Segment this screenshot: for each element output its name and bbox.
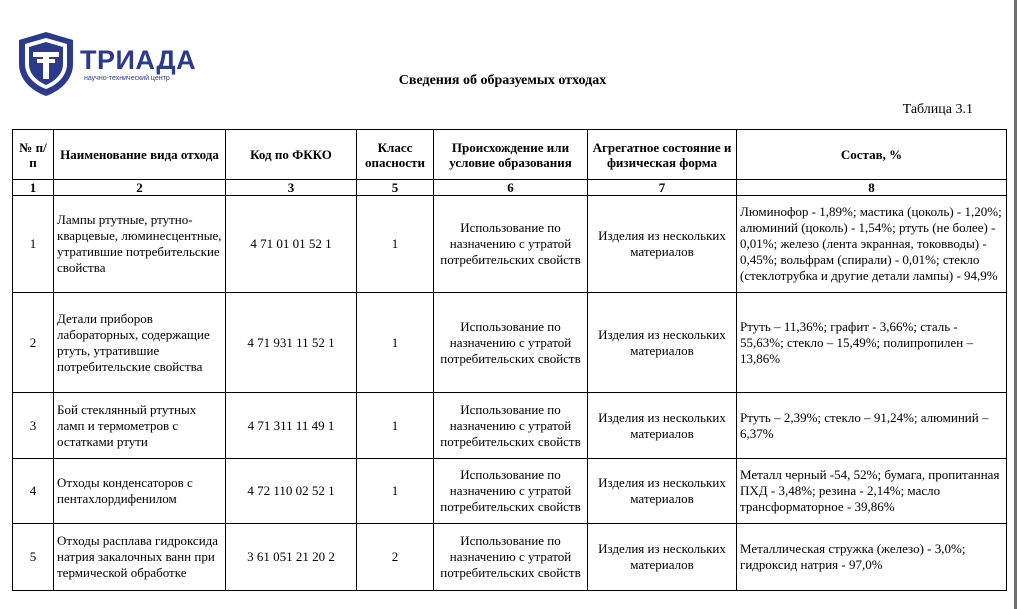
column-number: 3 bbox=[226, 180, 357, 196]
header-state: Агрегатное состояние и физическая форма bbox=[588, 130, 737, 180]
hazard-class: 1 bbox=[357, 393, 434, 459]
composition: Ртуть – 2,39%; стекло – 91,24%; алюминий – 6,37% bbox=[737, 393, 1007, 459]
origin: Использование по назначению с утратой потребительских свойств bbox=[434, 459, 588, 524]
header-class: Класс опасности bbox=[357, 130, 434, 180]
header-code: Код по ФККО bbox=[226, 130, 357, 180]
hazard-class: 1 bbox=[357, 459, 434, 524]
row-num: 3 bbox=[13, 393, 54, 459]
composition: Металл черный -54, 52%; бумага, пропитанная ПХД - 3,48%; резина - 2,14%; масло трансформаторное - 39,86% bbox=[737, 459, 1007, 524]
table-row bbox=[13, 393, 1007, 459]
column-number: 1 bbox=[13, 180, 54, 196]
column-number: 2 bbox=[54, 180, 226, 196]
physical-state: Изделия из нескольких материалов bbox=[588, 196, 737, 293]
table-caption: Таблица 3.1 bbox=[902, 102, 973, 117]
origin: Использование по назначению с утратой потребительских свойств bbox=[434, 196, 588, 293]
header-name: Наименование вида отхода bbox=[54, 130, 226, 180]
origin: Использование по назначению с утратой потребительских свойств bbox=[434, 293, 588, 393]
row-num: 2 bbox=[13, 293, 54, 393]
origin: Использование по назначению с утратой потребительских свойств bbox=[434, 524, 588, 591]
logo-subtitle: научно-технический центр bbox=[84, 75, 170, 82]
hazard-class: 1 bbox=[357, 293, 434, 393]
document-title: Сведения об образуемых отходах bbox=[398, 73, 607, 88]
fkko-code: 3 61 051 21 20 2 bbox=[226, 524, 357, 591]
waste-name: Отходы конденсаторов с пентахлордифенилом bbox=[54, 459, 226, 524]
table-row bbox=[13, 293, 1007, 393]
table-row bbox=[13, 459, 1007, 524]
waste-name: Детали приборов лабораторных, содержащие ртуть, утратившие потребительские свойства bbox=[54, 293, 226, 393]
header-num: № п/п bbox=[13, 130, 54, 180]
table-row bbox=[13, 196, 1007, 293]
physical-state: Изделия из нескольких материалов bbox=[588, 393, 737, 459]
composition: Металлическая стружка (железо) - 3,0%; гидроксид натрия - 97,0% bbox=[737, 524, 1007, 591]
logo-name: ТРИАДА bbox=[80, 45, 197, 75]
table-header-row bbox=[13, 130, 1007, 180]
fkko-code: 4 71 931 11 52 1 bbox=[226, 293, 357, 393]
header-origin: Происхождение или условие образования bbox=[434, 130, 588, 180]
fkko-code: 4 71 311 11 49 1 bbox=[226, 393, 357, 459]
hazard-class: 2 bbox=[357, 524, 434, 591]
row-num: 5 bbox=[13, 524, 54, 591]
header-composition: Состав, % bbox=[737, 130, 1007, 180]
column-number: 5 bbox=[357, 180, 434, 196]
column-number: 8 bbox=[737, 180, 1007, 196]
physical-state: Изделия из нескольких материалов bbox=[588, 293, 737, 393]
column-number: 6 bbox=[434, 180, 588, 196]
fkko-code: 4 71 01 01 52 1 bbox=[226, 196, 357, 293]
row-num: 1 bbox=[13, 196, 54, 293]
column-number-row bbox=[13, 180, 1007, 196]
composition: Ртуть – 11,36%; графит - 3,66%; сталь - 55,63%; стекло – 15,49%; полипропилен – 13,86% bbox=[737, 293, 1007, 393]
fkko-code: 4 72 110 02 52 1 bbox=[226, 459, 357, 524]
physical-state: Изделия из нескольких материалов bbox=[588, 524, 737, 591]
composition: Люминофор - 1,89%; мастика (цоколь) - 1,20%; алюминий (цоколь) - 1,54%; ртуть (не более) - 0,01%; железо (лента экранная, токовводы) - 0,45%; вольфрам (спирали) - 0,01%; стекло (стеклотрубка и другие детали лампы) - 94,9% bbox=[737, 196, 1007, 293]
hazard-class: 1 bbox=[357, 196, 434, 293]
table-row bbox=[13, 524, 1007, 591]
column-number: 7 bbox=[588, 180, 737, 196]
physical-state: Изделия из нескольких материалов bbox=[588, 459, 737, 524]
waste-table bbox=[12, 129, 1007, 591]
waste-name: Бой стеклянный ртутных ламп и термометров с остатками ртути bbox=[54, 393, 226, 459]
origin: Использование по назначению с утратой потребительских свойств bbox=[434, 393, 588, 459]
row-num: 4 bbox=[13, 459, 54, 524]
waste-name: Лампы ртутные, ртутно-кварцевые, люминесцентные, утратившие потребительские свойства bbox=[54, 196, 226, 293]
company-logo bbox=[16, 30, 196, 100]
waste-name: Отходы расплава гидроксида натрия закалочных ванн при термической обработке bbox=[54, 524, 226, 591]
